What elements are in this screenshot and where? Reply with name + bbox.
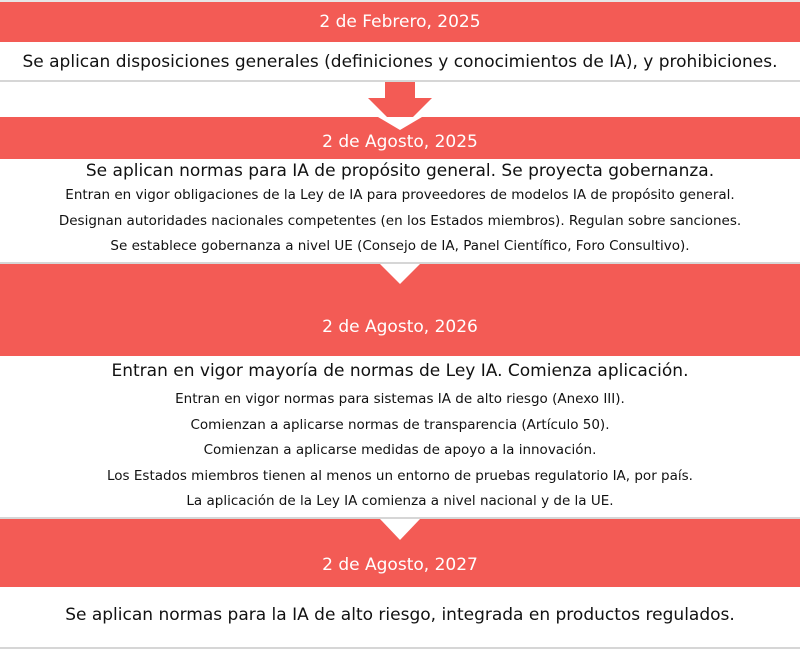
milestone-4-box (0, 587, 800, 649)
milestone-3-box (0, 356, 800, 519)
milestone-2-detail-3: Se establece gobernanza a nivel UE (Consejo de IA, Panel Científico, Foro Consultivo). (110, 238, 690, 254)
milestone-1-box (0, 42, 800, 82)
milestone-3-date: 2 de Agosto, 2026 (322, 317, 478, 337)
milestone-2-box (0, 159, 800, 264)
milestone-2-date-band (0, 117, 800, 159)
milestone-2-main-text: Se aplican normas para IA de propósito general. Se proyecta gobernanza. (85, 161, 715, 181)
milestone-2-date: 2 de Agosto, 2025 (322, 132, 478, 152)
milestone-1-main-text: Se aplican disposiciones generales (definiciones y conocimientos de IA), y prohibiciones. (22, 52, 778, 72)
milestone-2-detail-1: Entran en vigor obligaciones de la Ley de IA para proveedores de modelos IA de propósito general. (65, 187, 735, 203)
milestone-1-date: 2 de Febrero, 2025 (319, 12, 481, 32)
milestone-3-detail-4: Los Estados miembros tienen al menos un entorno de pruebas regulatorio IA, por país. (107, 467, 693, 484)
milestone-3-date-band (0, 264, 800, 356)
milestone-4-date-band (0, 519, 800, 587)
milestone-3-detail-3: Comienzan a aplicarse medidas de apoyo a la innovación. (203, 442, 597, 458)
milestone-4-date: 2 de Agosto, 2027 (322, 555, 478, 575)
milestone-2-detail-2: Designan autoridades nacionales competentes (en los Estados miembros). Regulan sobre sanciones. (58, 212, 742, 229)
milestone-3-detail-2: Comienzan a aplicarse normas de transparencia (Artículo 50). (190, 416, 610, 433)
milestone-3-main-text: Entran en vigor mayoría de normas de Ley IA. Comienza aplicación. (111, 361, 689, 381)
milestone-3-detail-1: Entran en vigor normas para sistemas IA de alto riesgo (Anexo III). (175, 391, 625, 407)
milestone-3-detail-5: La aplicación de la Ley IA comienza a nivel nacional y de la UE. (186, 493, 614, 509)
milestone-1-date-band (0, 2, 800, 42)
milestone-4-main-text: Se aplican normas para la IA de alto riesgo, integrada en productos regulados. (65, 605, 735, 625)
